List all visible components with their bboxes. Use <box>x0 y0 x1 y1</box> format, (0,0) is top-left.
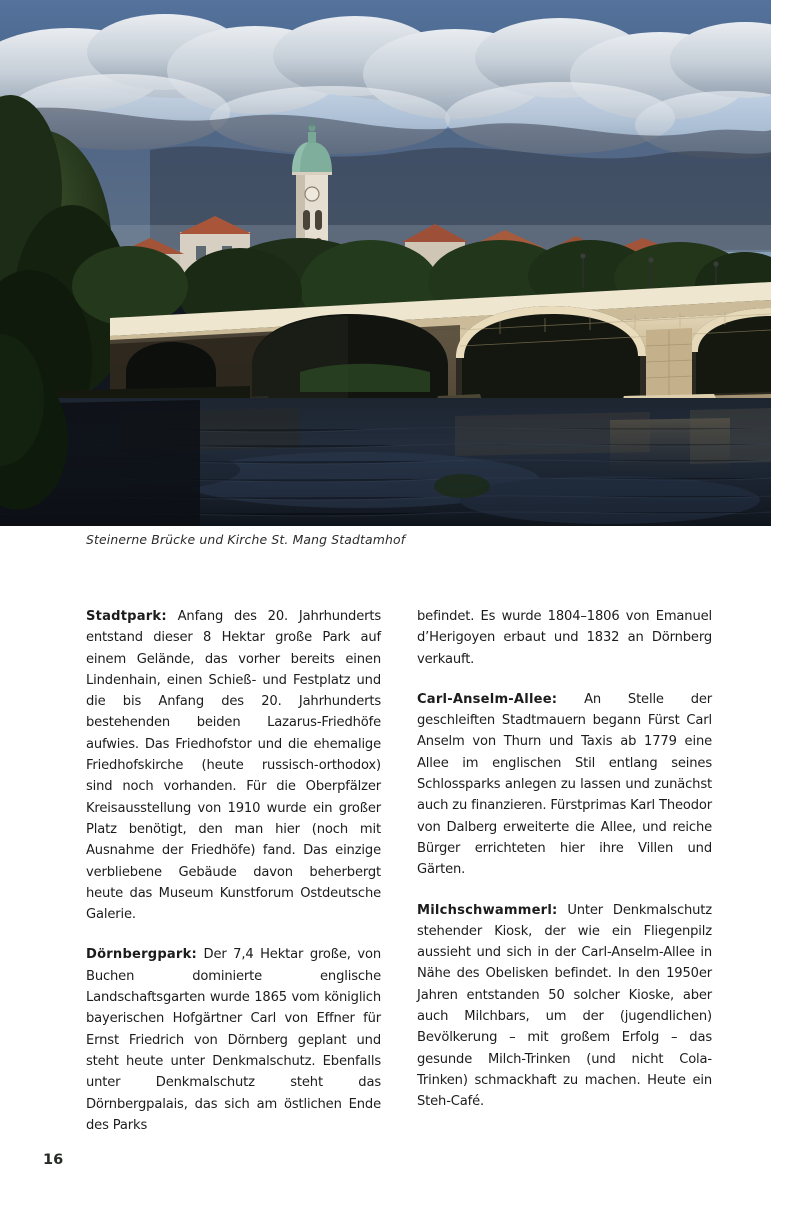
body-text-columns <box>86 606 712 1136</box>
paragraph-body-milchschwammerl: Unter Denkmalschutz stehender Kiosk, der wie ein Fliegenpilz aussieht und sich in der Carl-Anselm-Allee in Nähe des Obelisken befindet. In den 1950er Jahren entstanden 50 solcher Kioske, aber auch Milchbars, um der (jugendlichen) Bevölkerung – mit großem Erfolg – das gesunde Milch-Trinken (und nicht Cola-Trinken) schmackhaft zu machen. Heute ein Steh-Café. <box>417 902 712 1110</box>
paragraph-milchschwammerl <box>417 900 712 1113</box>
paragraph-lead-doernbergpark: Dörnbergpark: <box>86 947 197 963</box>
page-number: 16 <box>43 1152 64 1168</box>
paragraph-body-doernbergpark-continued: befindet. Es wurde 1804–1806 von Emanuel d’Herigoyen erbaut und 1832 an Dörnberg verkauft. <box>417 609 712 667</box>
paragraph-lead-milchschwammerl: Milchschwammerl: <box>417 902 558 918</box>
paragraph-doernbergpark <box>86 944 381 1136</box>
paragraph-lead-stadtpark: Stadtpark: <box>86 609 167 624</box>
paragraph-lead-carl-anselm-allee: Carl-Anselm-Allee: <box>417 691 558 707</box>
paragraph-carl-anselm-allee <box>417 689 712 881</box>
paragraph-doernbergpark-continued <box>417 606 712 670</box>
photo-caption: Steinerne Brücke und Kirche St. Mang Stadtamhof <box>86 532 406 547</box>
photo-illustration <box>0 0 771 526</box>
steinerne-bruecke-photo <box>0 0 771 526</box>
paragraph-body-stadtpark: Anfang des 20. Jahrhunderts entstand dieser 8 Hektar große Park auf einem Gelände, das vorher bereits einen Lindenhain, einen Schieß- und Festplatz und die bis Anfang des 20. Jahrhunderts bestehenden beiden Lazarus-Friedhöfe aufwies. Das Friedhofstor und die ehemalige Friedhofskirche (heute russisch-orthodox) sind noch vorhanden. Für die Oberpfälzer Kreisausstellung von 1910 wurde ein großer Platz benötigt, den man hier (noch mit Ausnahme der Friedhöfe) fand. Das einzige verbliebene Gebäude davon beherbergt heute das Museum Kunstforum Ostdeutsche Galerie. <box>86 609 381 923</box>
paragraph-body-carl-anselm-allee: An Stelle der geschleiften Stadtmauern begann Fürst Carl Anselm von Thurn und Taxis ab 1779 eine Allee im englischen Stil entlang seines Schlossparks anlegen zu lassen und zunächst auch zu finanzieren. Fürstprimas Karl Theodor von Dalberg erweiterte die Allee, und reiche Bürger errichteten hier ihre Villen und Gärten. <box>417 691 712 878</box>
paragraph-stadtpark <box>86 606 381 925</box>
paragraph-body-doernbergpark: Der 7,4 Hektar große, von Buchen dominierte englische Landschaftsgarten wurde 1865 vom königlich bayerischen Hofgärtner Carl von Effner für Ernst Friedrich von Dörnberg geplant und steht heute unter Denkmalschutz. Ebenfalls unter Denkmalschutz steht das Dörnbergpalais, das sich am östlichen Ende des Parks <box>86 947 381 1133</box>
right-column <box>417 606 712 1136</box>
left-column <box>86 606 381 1136</box>
